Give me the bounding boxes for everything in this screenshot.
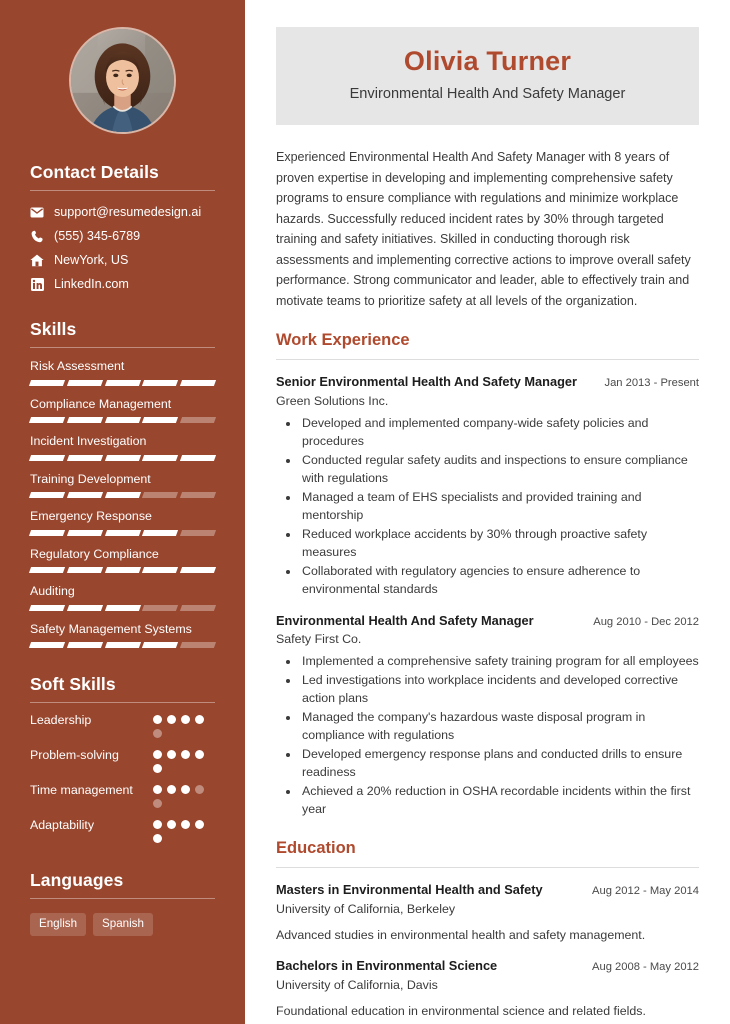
skill-label: Regulatory Compliance <box>30 546 159 561</box>
skill-bar-segment <box>67 455 103 461</box>
bullet-item: • Collaborated with regulatory agencies to ensure adherence to environmental standards <box>300 563 699 599</box>
work-entry-company: Safety First Co. <box>276 632 362 647</box>
skill-bar-segment <box>180 567 216 573</box>
skill-bar-segment <box>67 530 103 536</box>
work-experience-heading: Work Experience <box>276 331 410 350</box>
soft-skill-label: Time management <box>30 783 133 798</box>
skills-section <box>0 319 245 648</box>
education-entry-list <box>276 882 699 1021</box>
rating-dot <box>195 715 204 724</box>
skill-bar-segment <box>105 417 141 423</box>
soft-skill-row <box>30 712 215 738</box>
professional-summary: Experienced Environmental Health And Safety Manager with 8 years of proven expertise in developing and implementing comprehensive safety programs to ensure compliance with regulations and minimize workplace hazards. Successfully reduced incident rates by 30% through targeted training and safety initiatives. Skilled in conducting thorough risk assessments and implementing corrective actions to improve overall safety performance. Strong communicator and leader, able to effectively train and motivate teams to prioritize safety at all levels of the organization. <box>276 150 691 308</box>
rating-dot <box>153 729 162 738</box>
skill-row <box>30 622 215 649</box>
contact-heading: Contact Details <box>30 162 159 182</box>
skill-bar-segment <box>29 642 65 648</box>
name-card <box>276 27 699 125</box>
skill-level-bar <box>30 455 215 461</box>
languages-heading: Languages <box>30 870 124 891</box>
divider <box>30 702 215 703</box>
rating-dot <box>181 785 190 794</box>
divider <box>30 190 215 191</box>
rating-dot <box>181 715 190 724</box>
rating-dot <box>153 834 162 843</box>
rating-dot <box>153 820 162 829</box>
page-title: Olivia Turner <box>403 46 572 76</box>
skill-bar-segment <box>142 380 178 386</box>
language-tag[interactable]: English <box>30 913 86 936</box>
soft-skill-label: Adaptability <box>30 818 95 833</box>
skill-bar-segment <box>29 492 65 498</box>
rating-dot <box>195 820 204 829</box>
work-entry-date: Aug 2010 - Dec 2012 <box>593 615 699 628</box>
skill-row <box>30 397 215 424</box>
linkedin-icon <box>30 278 44 292</box>
skill-label: Training Development <box>30 471 151 486</box>
skill-bar-segment <box>29 605 65 611</box>
skill-bar-segment <box>67 605 103 611</box>
rating-dot <box>153 750 162 759</box>
skill-level-bar <box>30 567 215 573</box>
skill-bar-segment <box>142 605 178 611</box>
skill-bar-segment <box>180 492 216 498</box>
skill-row <box>30 359 215 386</box>
skill-row <box>30 509 215 536</box>
skill-bar-segment <box>180 530 216 536</box>
education-entry-header <box>276 958 699 975</box>
work-entry-title: Environmental Health And Safety Manager <box>276 612 534 628</box>
rating-dot <box>167 820 176 829</box>
work-entry-date: Jan 2013 - Present <box>604 376 699 389</box>
work-entry-title: Senior Environmental Health And Safety Manager <box>276 373 578 389</box>
work-entry <box>276 374 699 599</box>
work-entry <box>276 613 699 820</box>
skill-level-bar <box>30 380 215 386</box>
contact-list <box>30 205 215 292</box>
work-entry-header <box>276 374 699 391</box>
envelope-icon <box>30 206 44 220</box>
rating-dot <box>153 785 162 794</box>
avatar-container <box>0 0 245 134</box>
education-entry-header <box>276 882 699 899</box>
skill-bar-segment <box>180 605 216 611</box>
rating-dot <box>167 715 176 724</box>
skill-label: Emergency Response <box>30 509 152 524</box>
sidebar <box>0 0 245 1024</box>
language-tag-list <box>30 913 215 936</box>
language-tag[interactable]: Spanish <box>93 913 153 936</box>
bullet-item: • Implemented a comprehensive safety training program for all employees <box>300 653 699 671</box>
education-entry-description: Foundational education in environmental science and related fields. <box>276 1004 646 1019</box>
skill-bar-segment <box>142 455 178 461</box>
bullet-item: • Conducted regular safety audits and inspections to ensure compliance with regulations <box>300 452 699 488</box>
rating-dot <box>153 799 162 808</box>
skill-bar-segment <box>67 567 103 573</box>
skill-bar-segment <box>105 642 141 648</box>
divider <box>30 347 215 348</box>
skill-bar-segment <box>67 417 103 423</box>
soft-skills-list <box>30 712 215 843</box>
avatar <box>69 27 176 134</box>
education-entry-date: Aug 2012 - May 2014 <box>592 884 699 897</box>
phone-icon <box>30 230 44 244</box>
rating-dot <box>167 750 176 759</box>
skill-bar-segment <box>29 380 65 386</box>
main-content <box>245 0 730 1024</box>
skill-bar-segment <box>29 455 65 461</box>
rating-dot <box>195 785 204 794</box>
soft-skill-row <box>30 747 215 773</box>
soft-skill-row <box>30 782 215 808</box>
education-entry <box>276 882 699 944</box>
skill-bar-segment <box>67 492 103 498</box>
skill-bar-segment <box>67 642 103 648</box>
work-entry-list <box>276 374 699 819</box>
bullet-item: • Achieved a 20% reduction in OSHA recordable incidents within the first year <box>300 783 699 819</box>
skill-level-bar <box>30 417 215 423</box>
soft-skill-label: Problem-solving <box>30 748 119 763</box>
bullet-item: • Managed the company's hazardous waste disposal program in compliance with regulations <box>300 709 699 745</box>
education-entry <box>276 958 699 1020</box>
soft-skill-label: Leadership <box>30 713 92 728</box>
work-experience-section <box>276 331 699 819</box>
skill-level-bar <box>30 642 215 648</box>
home-icon <box>30 254 44 268</box>
skill-bar-segment <box>105 455 141 461</box>
skill-bar-segment <box>29 417 65 423</box>
skill-bar-segment <box>29 567 65 573</box>
soft-skill-rating <box>153 782 215 808</box>
contact-value: support@resumedesign.ai <box>54 205 202 219</box>
soft-skills-section <box>0 674 245 843</box>
bullet-item: • Developed and implemented company-wide safety policies and procedures <box>300 415 699 451</box>
skill-bar-segment <box>142 492 178 498</box>
skill-bar-segment <box>105 530 141 536</box>
work-entry-bullets <box>276 415 699 599</box>
skill-bar-segment <box>180 417 216 423</box>
education-entry-title: Masters in Environmental Health and Safety <box>276 881 543 897</box>
divider <box>276 359 699 360</box>
skill-row <box>30 584 215 611</box>
contact-item-linkedin[interactable] <box>30 277 215 292</box>
education-entry-school: University of California, Berkeley <box>276 901 456 916</box>
education-entry-description: Advanced studies in environmental health and safety management. <box>276 927 646 942</box>
skill-label: Risk Assessment <box>30 359 125 374</box>
education-section <box>276 839 699 1021</box>
skill-bar-segment <box>142 567 178 573</box>
skill-bar-segment <box>105 492 141 498</box>
skills-heading: Skills <box>30 319 77 340</box>
skill-bar-segment <box>142 417 178 423</box>
skill-row <box>30 547 215 574</box>
contact-item-location[interactable] <box>30 253 215 268</box>
work-entry-bullets <box>276 653 699 819</box>
skill-row <box>30 434 215 461</box>
education-entry-date: Aug 2008 - May 2012 <box>592 961 699 974</box>
skill-row <box>30 472 215 499</box>
divider <box>30 898 215 899</box>
skill-bar-segment <box>29 530 65 536</box>
soft-skill-rating <box>153 817 215 843</box>
work-entry-header <box>276 613 699 630</box>
contact-value: (555) 345-6789 <box>54 229 141 244</box>
job-title: Environmental Health And Safety Manager <box>349 85 626 102</box>
education-entry-school: University of California, Davis <box>276 977 438 992</box>
skill-bar-segment <box>105 567 141 573</box>
rating-dot <box>181 750 190 759</box>
rating-dot <box>153 715 162 724</box>
skill-label: Compliance Management <box>30 396 172 411</box>
skill-bar-segment <box>180 642 216 648</box>
rating-dot <box>167 785 176 794</box>
soft-skill-row <box>30 817 215 843</box>
contact-section <box>0 162 245 292</box>
contact-item-phone[interactable] <box>30 229 215 244</box>
skill-bar-segment <box>180 380 216 386</box>
soft-skill-rating <box>153 747 215 773</box>
skill-bar-segment <box>67 380 103 386</box>
bullet-item: • Reduced workplace accidents by 30% through proactive safety measures <box>300 526 699 562</box>
skill-bar-segment <box>142 642 178 648</box>
soft-skill-rating <box>153 712 215 738</box>
bullet-item: • Managed a team of EHS specialists and provided training and mentorship <box>300 489 699 525</box>
work-entry-company: Green Solutions Inc. <box>276 393 389 408</box>
rating-dot <box>195 750 204 759</box>
skill-label: Safety Management Systems <box>30 621 192 636</box>
skill-level-bar <box>30 492 215 498</box>
soft-skills-heading: Soft Skills <box>30 674 116 695</box>
rating-dot <box>181 820 190 829</box>
skill-bar-segment <box>105 380 141 386</box>
skill-label: Incident Investigation <box>30 434 147 449</box>
languages-section <box>0 870 245 936</box>
skill-level-bar <box>30 605 215 611</box>
skill-bar-segment <box>180 455 216 461</box>
bullet-item: • Developed emergency response plans and conducted drills to ensure readiness <box>300 746 699 782</box>
skill-bar-segment <box>142 530 178 536</box>
education-entry-title: Bachelors in Environmental Science <box>276 958 498 974</box>
contact-value: LinkedIn.com <box>54 277 129 292</box>
skill-label: Auditing <box>30 584 75 599</box>
skill-bar-segment <box>105 605 141 611</box>
divider <box>276 867 699 868</box>
skills-list <box>30 359 215 648</box>
contact-item-email[interactable] <box>30 205 215 220</box>
contact-value: NewYork, US <box>54 253 129 268</box>
education-heading: Education <box>276 839 356 858</box>
skill-level-bar <box>30 530 215 536</box>
bullet-item: • Led investigations into workplace incidents and developed corrective action plans <box>300 672 699 708</box>
rating-dot <box>153 764 162 773</box>
